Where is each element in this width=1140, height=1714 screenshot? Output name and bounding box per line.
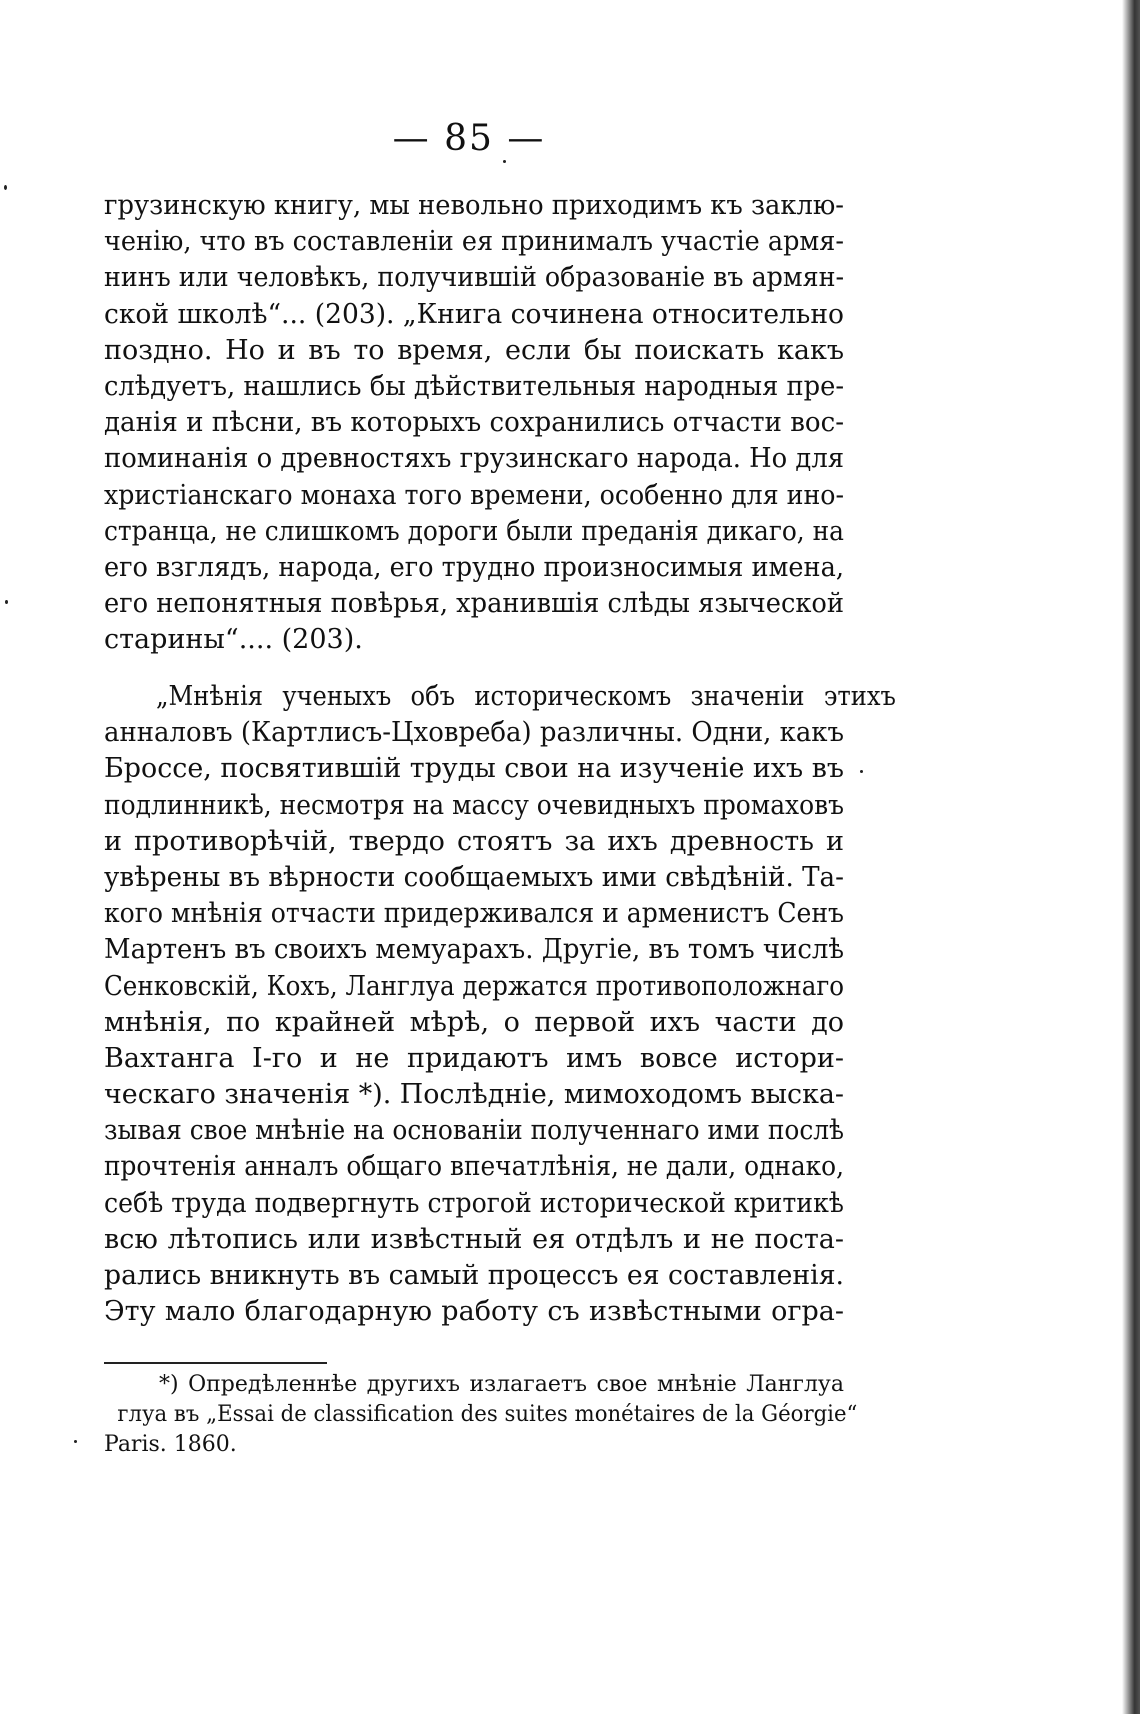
scan-speck (503, 160, 506, 163)
footnote (104, 1370, 858, 1460)
text-line: Эту мало благодарную работу съ извѣстными огра- (104, 1296, 844, 1328)
body-paragraph-2 (104, 679, 896, 1330)
text-line: Мартенъ въ своихъ мемуарахъ. Другіе, въ томъ числѣ (104, 934, 845, 966)
text-line: поздно. Но и въ то время, если бы поискать какъ (104, 334, 844, 366)
text-line: Сенковскій, Кохъ, Ланглуа держатся противоположнаго (104, 970, 845, 1002)
text-line: всю лѣтопись или извѣстный ея отдѣлъ и не поста- (104, 1223, 844, 1255)
text-line: христіанскаго монаха того времени, особенно для ино- (104, 479, 844, 511)
page-number: — 85 — (392, 118, 546, 159)
footnote-divider (104, 1362, 327, 1364)
text-line: Броссе, посвятившій труды свои на изученіе ихъ въ (104, 753, 845, 785)
text-line: Вахтанга I-го и не придаютъ имъ вовсе истори- (104, 1042, 844, 1074)
text-line: старины“.... (203). (104, 624, 363, 656)
text-line: прочтенія анналъ общаго впечатлѣнія, не дали, однако, (104, 1151, 844, 1183)
text-line: кого мнѣнія отчасти придерживался и арменистъ Сенъ (104, 898, 845, 930)
text-line: странца, не слишкомъ дороги были преданія дикаго, на (104, 515, 844, 547)
footnote-line: глуа въ „Essai de classification des suites monétaires de la Géorgie“ (117, 1402, 858, 1427)
text-line: ченію, что въ составленіи ея принималъ участіе армя- (104, 226, 844, 258)
scan-speck (5, 600, 8, 604)
text-line: его непонятныя повѣрья, хранившія слѣды языческой (104, 588, 845, 620)
text-line: зывая свое мнѣніе на основаніи полученнаго ими послѣ (104, 1115, 845, 1147)
text-line: подлинникѣ, несмотря на массу очевидныхъ промаховъ (104, 789, 844, 821)
text-line: слѣдуетъ, нашлись бы дѣйствительныя народныя пре- (104, 370, 845, 402)
scan-speck (74, 1440, 77, 1443)
text-line: ской школѣ“... (203). „Книга сочинена относительно (104, 298, 844, 330)
scan-edge (1122, 0, 1140, 1714)
text-line: „Мнѣнія ученыхъ объ историческомъ значеніи этихъ (155, 681, 896, 712)
text-line: анналовъ (Картлисъ-Цховреба) различны. Одни, какъ (104, 717, 845, 749)
footnote-line: Paris. 1860. (104, 1432, 237, 1457)
text-line: и противорѣчій, твердо стоятъ за ихъ древность и (104, 825, 844, 857)
text-line: увѣрены въ вѣрности сообщаемыхъ ими свѣдѣній. Та- (104, 861, 844, 893)
text-line: поминанія о древностяхъ грузинскаго народа. Но для (104, 443, 845, 475)
scan-speck (860, 770, 863, 773)
body-paragraph-1 (104, 188, 844, 658)
text-line: данія и пѣсни, въ которыхъ сохранились отчасти вос- (104, 407, 845, 439)
text-line: ческаго значенія *). Послѣдніе, мимоходомъ выска- (104, 1079, 845, 1111)
text-line: грузинскую книгу, мы невольно приходимъ къ заклю- (104, 190, 844, 221)
scan-speck (4, 185, 7, 190)
footnote-line: *) Опредѣленнѣе другихъ излагаетъ свое мнѣніе Ланглуа (159, 1372, 844, 1397)
text-line: рались вникнуть въ самый процессъ ея составленія. (104, 1260, 845, 1291)
text-line: мнѣнія, по крайней мѣрѣ, о первой ихъ части до (104, 1006, 844, 1038)
text-line: нинъ или человѣкъ, получившій образованіе въ армян- (104, 262, 845, 294)
text-line: себѣ труда подвергнуть строгой исторической критикѣ (104, 1187, 844, 1219)
text-line: его взглядъ, народа, его трудно произносимыя имена, (104, 551, 844, 583)
